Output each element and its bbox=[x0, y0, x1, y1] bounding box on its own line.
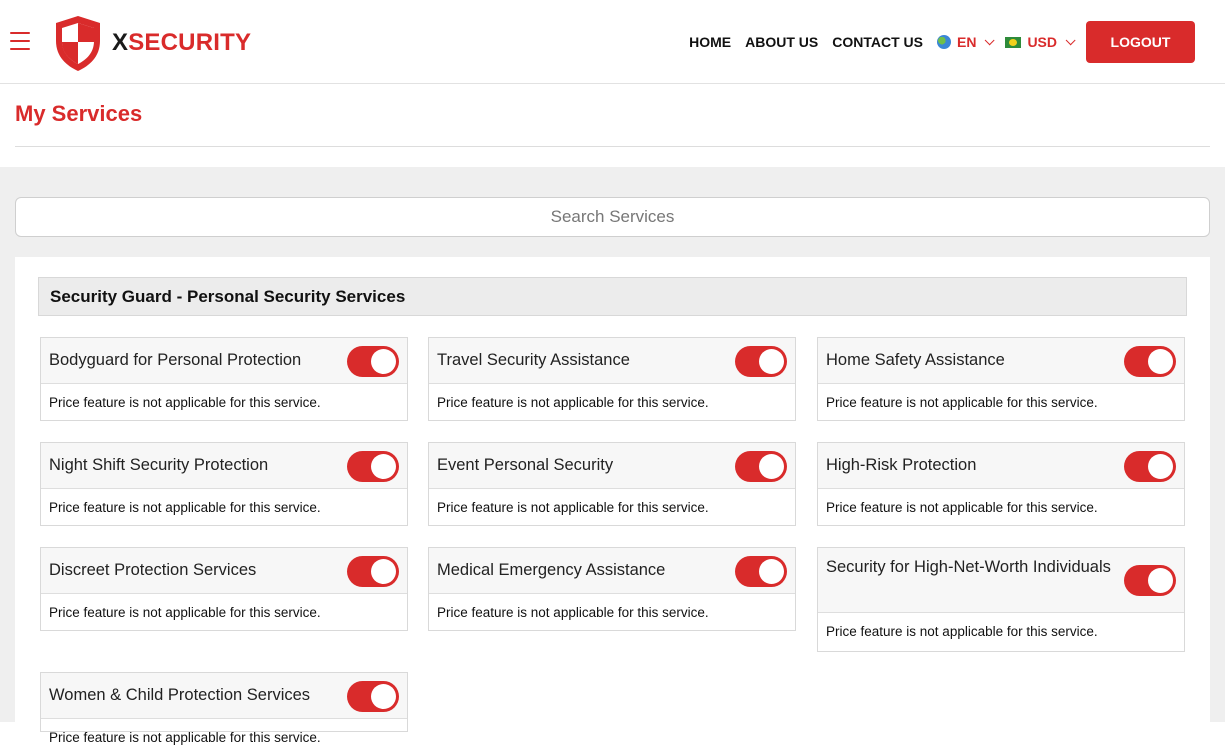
service-card-header bbox=[41, 443, 407, 489]
service-card bbox=[817, 337, 1185, 421]
toggle-knob bbox=[1148, 454, 1173, 479]
service-card-header bbox=[41, 548, 407, 594]
service-card-header bbox=[41, 338, 407, 384]
nav-home[interactable]: HOME bbox=[689, 34, 732, 50]
price-note: Price feature is not applicable for this service. bbox=[437, 395, 709, 410]
search-input[interactable] bbox=[15, 197, 1210, 237]
price-note: Price feature is not applicable for this service. bbox=[49, 730, 321, 745]
service-toggle[interactable] bbox=[735, 556, 787, 587]
service-name: High-Risk Protection bbox=[826, 456, 977, 474]
globe-icon bbox=[937, 35, 951, 49]
service-card bbox=[40, 672, 408, 745]
service-name: Home Safety Assistance bbox=[826, 351, 1005, 369]
services-panel bbox=[15, 257, 1210, 745]
price-note: Price feature is not applicable for this service. bbox=[826, 395, 1098, 410]
shield-icon bbox=[54, 15, 102, 72]
nav-contact-us[interactable]: CONTACT US bbox=[832, 34, 923, 50]
service-toggle[interactable] bbox=[735, 451, 787, 482]
toggle-knob bbox=[371, 349, 396, 374]
brand-logo[interactable] bbox=[54, 14, 251, 72]
service-card-header bbox=[818, 338, 1184, 384]
flag-icon bbox=[1005, 37, 1021, 48]
language-selector[interactable] bbox=[937, 34, 991, 50]
service-card-header bbox=[429, 338, 795, 384]
service-toggle[interactable] bbox=[347, 451, 399, 482]
service-toggle[interactable] bbox=[1124, 451, 1176, 482]
language-value: EN bbox=[956, 34, 977, 50]
price-note: Price feature is not applicable for this service. bbox=[49, 605, 321, 620]
price-note: Price feature is not applicable for this service. bbox=[437, 500, 709, 515]
title-area bbox=[0, 84, 1225, 167]
service-name: Women & Child Protection Services bbox=[49, 686, 311, 704]
service-name: Security for High-Net-Worth Individuals bbox=[826, 558, 1111, 576]
service-card bbox=[40, 547, 408, 631]
menu-icon[interactable] bbox=[10, 32, 30, 50]
price-note: Price feature is not applicable for this service. bbox=[49, 395, 321, 410]
service-card-header bbox=[429, 443, 795, 489]
service-card bbox=[817, 442, 1185, 526]
price-note: Price feature is not applicable for this service. bbox=[437, 605, 709, 620]
service-name: Event Personal Security bbox=[437, 456, 614, 474]
service-card bbox=[428, 547, 796, 631]
service-name: Night Shift Security Protection bbox=[49, 456, 269, 474]
brand-name: XSECURITY bbox=[112, 29, 252, 56]
toggle-knob bbox=[371, 559, 396, 584]
price-note: Price feature is not applicable for this service. bbox=[826, 500, 1098, 515]
service-name: Discreet Protection Services bbox=[49, 561, 257, 579]
service-card-header bbox=[818, 443, 1184, 489]
service-card bbox=[817, 547, 1185, 652]
service-toggle[interactable] bbox=[735, 346, 787, 377]
section-title: Security Guard - Personal Security Services bbox=[38, 277, 1187, 316]
service-card bbox=[428, 442, 796, 526]
chevron-down-icon bbox=[1066, 35, 1076, 45]
main-nav bbox=[689, 20, 1225, 64]
page-title: My Services bbox=[15, 101, 143, 126]
service-name: Bodyguard for Personal Protection bbox=[49, 351, 302, 369]
service-card bbox=[40, 337, 408, 421]
toggle-knob bbox=[371, 684, 396, 709]
content-area bbox=[0, 167, 1225, 745]
service-card bbox=[40, 442, 408, 526]
service-toggle[interactable] bbox=[1124, 346, 1176, 377]
divider bbox=[15, 146, 1210, 147]
service-name: Medical Emergency Assistance bbox=[437, 561, 666, 579]
service-card bbox=[428, 337, 796, 421]
service-toggle[interactable] bbox=[1124, 565, 1176, 596]
top-header bbox=[0, 0, 1225, 84]
service-card-header bbox=[41, 673, 407, 719]
currency-value: USD bbox=[1027, 34, 1057, 50]
toggle-knob bbox=[759, 349, 784, 374]
toggle-knob bbox=[1148, 568, 1173, 593]
price-note: Price feature is not applicable for this service. bbox=[826, 624, 1098, 639]
toggle-knob bbox=[371, 454, 396, 479]
price-note: Price feature is not applicable for this service. bbox=[49, 500, 321, 515]
chevron-down-icon bbox=[985, 35, 995, 45]
toggle-knob bbox=[1148, 349, 1173, 374]
logout-button[interactable]: LOGOUT bbox=[1086, 21, 1195, 63]
service-card-header bbox=[429, 548, 795, 594]
service-toggle[interactable] bbox=[347, 556, 399, 587]
nav-about-us[interactable]: ABOUT US bbox=[745, 34, 819, 50]
currency-selector[interactable] bbox=[1005, 34, 1072, 50]
toggle-knob bbox=[759, 559, 784, 584]
service-card-header bbox=[818, 548, 1184, 613]
toggle-knob bbox=[759, 454, 784, 479]
service-toggle[interactable] bbox=[347, 346, 399, 377]
service-toggle[interactable] bbox=[347, 681, 399, 712]
service-name: Travel Security Assistance bbox=[437, 351, 630, 369]
